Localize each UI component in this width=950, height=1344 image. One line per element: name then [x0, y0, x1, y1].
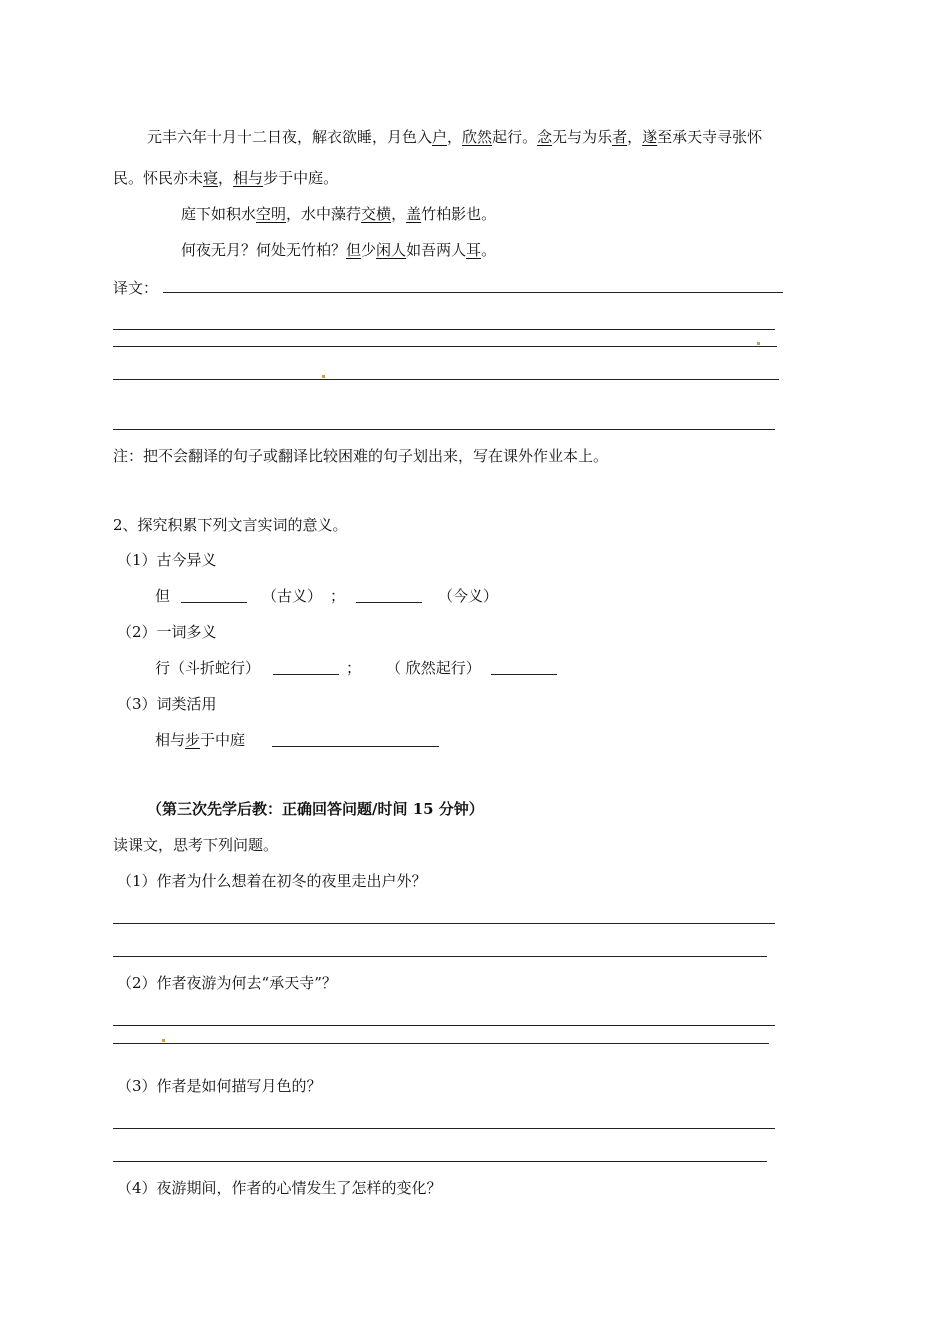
- answer-line[interactable]: [113, 1161, 767, 1162]
- underlined-word: 空明: [256, 205, 287, 223]
- q2-right: （ 欣然起行）: [386, 659, 481, 677]
- passage-text: 庭下如积水: [181, 205, 257, 223]
- underlined-word: 交横: [361, 205, 392, 223]
- answer-line[interactable]: [113, 379, 779, 380]
- underlined-word: 户: [432, 128, 448, 146]
- question-3: （3）作者是如何描写月色的？: [117, 1077, 322, 1095]
- underlined-word: 遂: [642, 128, 658, 146]
- q2-separator: ；: [346, 659, 362, 677]
- q1-ancient-label: （古义）: [262, 587, 323, 605]
- blank-usage[interactable]: [272, 746, 439, 747]
- blank-modern[interactable]: [356, 602, 422, 603]
- underlined-word: 寝: [203, 169, 219, 187]
- translation-label: 译文：: [113, 279, 159, 297]
- passage-line-4: [181, 240, 496, 260]
- answer-line[interactable]: [163, 292, 783, 293]
- question-4: （4）夜游期间，作者的心情发生了怎样的变化？: [117, 1179, 442, 1197]
- note-text: 注：把不会翻译的句子或翻译比较困难的句子划出来，写在课外作业本上。: [113, 447, 609, 465]
- underlined-word: 闲人: [376, 241, 407, 259]
- passage-text: 竹柏影也。: [421, 205, 497, 223]
- underlined-word: 但: [346, 241, 362, 259]
- section2-title: 2、探究积累下列文言实词的意义。: [113, 516, 348, 534]
- underlined-word: 步: [185, 731, 201, 749]
- underlined-word: 者: [612, 128, 628, 146]
- passage-text: 如吾两人: [406, 241, 467, 259]
- passage-text: 民。怀民亦未: [113, 169, 204, 187]
- passage-text: ，: [391, 205, 407, 223]
- answer-line[interactable]: [113, 923, 775, 924]
- answer-line[interactable]: [113, 346, 777, 347]
- passage-line-1: [147, 127, 762, 147]
- q1-word: 但: [155, 587, 171, 605]
- passage-text: ，水中藻荇: [286, 205, 362, 223]
- underlined-word: 相与: [233, 169, 264, 187]
- q2-title: （2）一词多义: [117, 623, 217, 641]
- underlined-word: 念: [537, 128, 553, 146]
- q1-modern-label: （今义）: [438, 587, 499, 605]
- passage-text: 至承天寺寻张怀: [657, 128, 763, 146]
- question-2: （2）作者夜游为何去“承天寺”？: [117, 974, 337, 992]
- answer-line[interactable]: [113, 329, 775, 330]
- q3-phrase: [155, 730, 245, 750]
- question-1: （1）作者为什么想着在初冬的夜里走出户外？: [117, 872, 427, 890]
- passage-text: 无与为乐: [552, 128, 613, 146]
- passage-text: 。: [481, 241, 497, 259]
- q1-title: （1）古今异义: [117, 551, 217, 569]
- passage-text: 元丰六年十月十二日夜，解衣欲睡，月色入: [147, 128, 433, 146]
- q3-title: （3）词类活用: [117, 695, 217, 713]
- passage-line-2: [113, 168, 338, 188]
- passage-text: ，: [218, 169, 234, 187]
- answer-line[interactable]: [113, 429, 775, 430]
- phrase-text: 相与: [155, 731, 186, 749]
- answer-line[interactable]: [113, 1025, 775, 1026]
- passage-text: 何夜无月？何处无竹柏？: [181, 241, 347, 259]
- phrase-text: 于中庭: [200, 731, 246, 749]
- passage-line-3: [181, 204, 496, 224]
- section3-heading: （第三次先学后教：正确回答问题/时间 15 分钟）: [147, 800, 484, 818]
- blank-meaning-2[interactable]: [491, 674, 557, 675]
- answer-line[interactable]: [113, 1128, 775, 1129]
- blank-meaning-1[interactable]: [273, 674, 339, 675]
- answer-line[interactable]: [113, 956, 767, 957]
- passage-text: ，: [447, 128, 463, 146]
- speck: [322, 375, 325, 378]
- underlined-word: 盖: [406, 205, 422, 223]
- q2-left: 行（斗折蛇行）: [155, 659, 261, 677]
- answer-line[interactable]: [113, 1043, 769, 1044]
- passage-text: 少: [361, 241, 377, 259]
- section3-intro: 读课文，思考下列问题。: [113, 836, 279, 854]
- speck: [162, 1039, 165, 1042]
- passage-text: 步于中庭。: [263, 169, 339, 187]
- speck: [757, 342, 760, 345]
- q1-separator: ；: [330, 587, 346, 605]
- blank-ancient[interactable]: [181, 602, 247, 603]
- underlined-word: 欣然: [462, 128, 493, 146]
- passage-text: 起行。: [492, 128, 538, 146]
- passage-text: ，: [627, 128, 643, 146]
- underlined-word: 耳: [466, 241, 482, 259]
